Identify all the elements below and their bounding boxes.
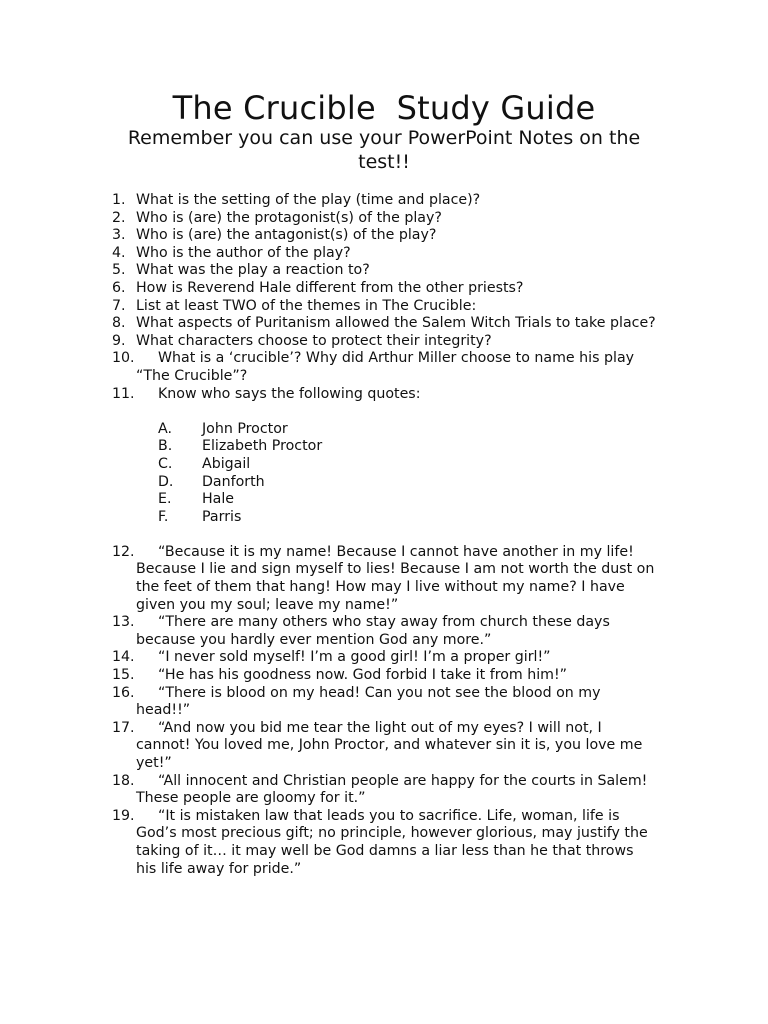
question-item <box>112 227 657 245</box>
page-subtitle: Remember you can use your PowerPoint Notes on the test!! <box>127 127 641 173</box>
question-item <box>112 280 657 298</box>
question-number: 4. <box>112 244 126 261</box>
quote-text: “It is mistaken law that leads you to sacrifice. Life, woman, life is God’s most precious gift; no principle, however glorious, may justify the taking of it… it may well be God damns a liar less than he that throws his life away for pride.” <box>136 807 648 877</box>
question-text: What was the play a reaction to? <box>136 262 370 279</box>
quote-item <box>112 544 657 614</box>
character-letter: E. <box>158 491 172 508</box>
question-item <box>112 192 657 210</box>
question-number: 19. <box>112 807 135 824</box>
quote-text: “There are many others who stay away from church these days because you hardly ever mention God any more.” <box>136 614 610 648</box>
character-letter: D. <box>158 473 174 490</box>
character-item <box>112 456 657 474</box>
character-name: Abigail <box>202 455 251 472</box>
character-item <box>112 421 657 439</box>
question-text: What is the setting of the play (time and place)? <box>136 192 481 208</box>
question-number: 11. <box>112 385 135 402</box>
quote-item <box>112 720 657 773</box>
question-item <box>112 298 657 316</box>
question-number: 13. <box>112 614 135 631</box>
quote-item <box>112 808 657 878</box>
question-text: List at least TWO of the themes in The Crucible: <box>136 297 477 314</box>
quote-text: “He has his goodness now. God forbid I take it from him!” <box>158 667 568 684</box>
character-item <box>112 474 657 492</box>
question-number: 16. <box>112 684 135 701</box>
character-name: Hale <box>202 491 235 508</box>
character-letter: F. <box>158 508 169 525</box>
question-item <box>112 333 657 351</box>
question-item <box>112 386 657 404</box>
character-letter: A. <box>158 420 172 437</box>
question-text: Who is (are) the antagonist(s) of the play? <box>136 227 437 244</box>
question-text: How is Reverend Hale different from the other priests? <box>136 279 524 296</box>
character-list <box>112 421 657 527</box>
question-number: 2. <box>112 209 126 226</box>
question-item <box>112 210 657 228</box>
question-item <box>112 262 657 280</box>
character-name: Elizabeth Proctor <box>202 438 323 455</box>
character-item <box>112 491 657 509</box>
quote-text: “There is blood on my head! Can you not see the blood on my head!!” <box>136 684 601 719</box>
question-item <box>112 350 657 385</box>
question-number: 10. <box>112 350 135 367</box>
question-item <box>112 315 657 333</box>
character-letter: B. <box>158 438 173 455</box>
question-number: 7. <box>112 297 126 314</box>
question-text: What is a ‘crucible’? Why did Arthur Miller choose to name his play “The Crucible”? <box>136 350 635 384</box>
question-number: 12. <box>112 543 135 560</box>
question-list <box>112 192 657 878</box>
question-number: 15. <box>112 667 135 684</box>
character-name: John Proctor <box>202 420 288 437</box>
character-name: Danforth <box>202 473 265 490</box>
question-text: What aspects of Puritanism allowed the Salem Witch Trials to take place? <box>136 315 656 332</box>
question-text: Who is (are) the protagonist(s) of the play? <box>136 209 442 226</box>
character-list-wrapper <box>112 421 657 527</box>
quote-item <box>112 649 657 667</box>
character-letter: C. <box>158 455 173 472</box>
page-title: The Crucible Study Guide <box>172 89 596 127</box>
quote-item <box>112 773 657 808</box>
spacer <box>112 403 657 421</box>
question-number: 8. <box>112 315 126 332</box>
quote-item <box>112 614 657 649</box>
question-text: Who is the author of the play? <box>136 244 351 261</box>
quote-text: “Because it is my name! Because I cannot have another in my life! Because I lie and sign myself to lies! Because I am not worth the dust on the feet of them that hang! How may I live without my name? I have given you my soul; leave my name!” <box>136 543 655 613</box>
quote-text: “And now you bid me tear the light out of my eyes? I will not, I cannot! You loved me, John Proctor, and whatever sin it is, you love me yet!” <box>136 719 643 771</box>
quote-text: “All innocent and Christian people are happy for the courts in Salem! These people are gloomy for it.” <box>136 772 648 807</box>
question-number: 3. <box>112 227 126 244</box>
question-number: 9. <box>112 332 126 349</box>
quote-text: “I never sold myself! I’m a good girl! I’m a proper girl!” <box>158 649 551 666</box>
character-item <box>112 438 657 456</box>
character-item <box>112 509 657 527</box>
question-text: What characters choose to protect their integrity? <box>136 332 492 349</box>
question-number: 17. <box>112 719 135 736</box>
question-number: 1. <box>112 192 126 208</box>
question-number: 14. <box>112 649 135 666</box>
character-name: Parris <box>202 508 242 525</box>
question-number: 5. <box>112 262 126 279</box>
question-text: Know who says the following quotes: <box>158 385 421 402</box>
question-item <box>112 245 657 263</box>
quote-item <box>112 667 657 685</box>
question-number: 6. <box>112 279 126 296</box>
question-number: 18. <box>112 772 135 789</box>
spacer <box>112 526 657 544</box>
quote-item <box>112 685 657 720</box>
